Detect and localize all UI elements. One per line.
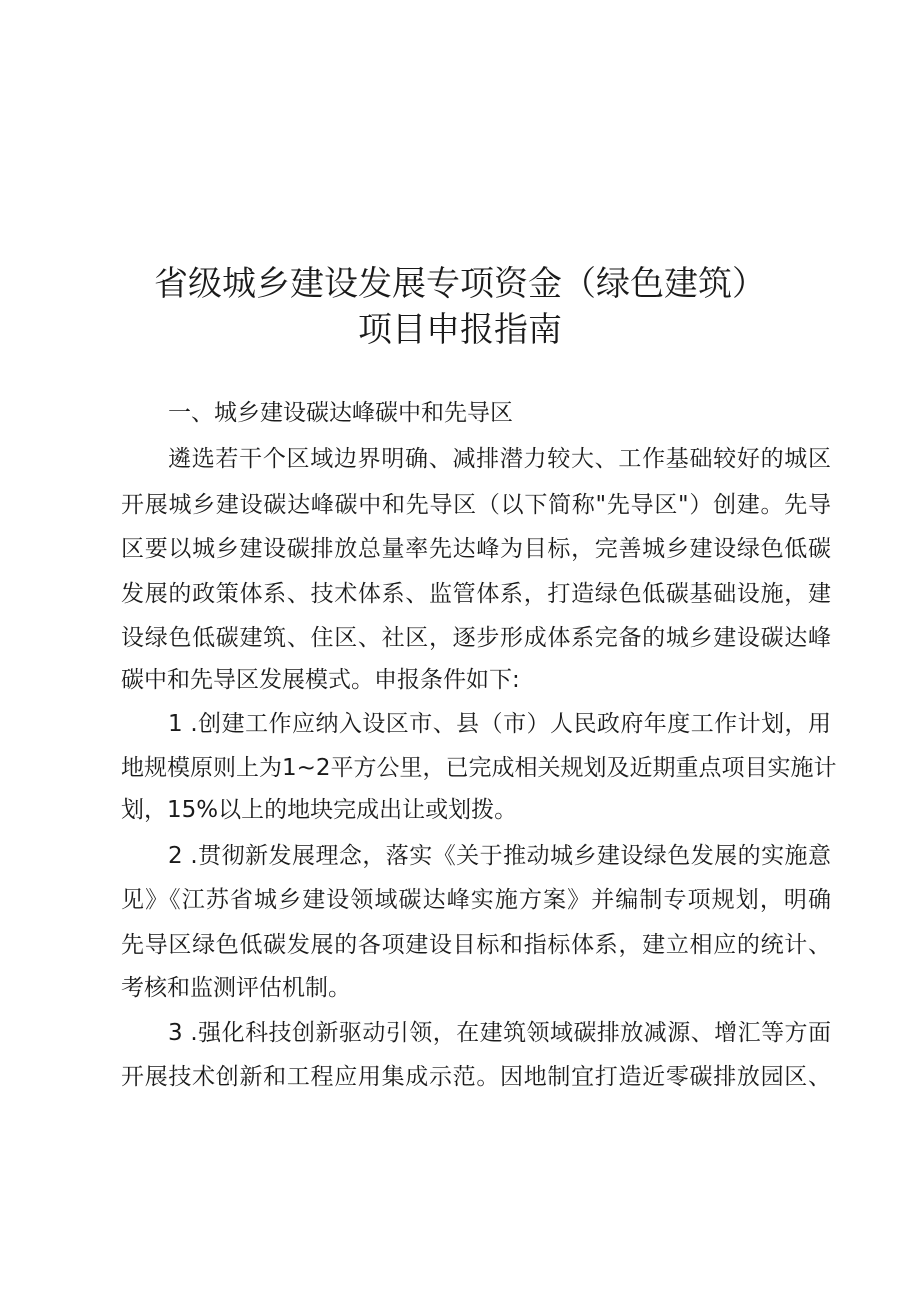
list-item-line: 划，15%以上的地块完成出让或划拨。 <box>121 797 518 823</box>
list-item-line: 开展技术创新和工程应用集成示范。因地制宜打造近零碳排放园区、 <box>121 1064 831 1090</box>
list-item-line: 3 .强化科技创新驱动引领，在建筑领域碳排放减源、增汇等方面 <box>168 1020 831 1046</box>
list-item-line: 1 .创建工作应纳入设区市、县（市）人民政府年度工作计划，用 <box>168 711 831 737</box>
list-item-line: 先导区绿色低碳发展的各项建设目标和指标体系，建立相应的统计、 <box>121 932 831 958</box>
list-item-line: 2 .贯彻新发展理念，落实《关于推动城乡建设绿色发展的实施意 <box>168 843 831 869</box>
list-item-line: 地规模原则上为1~2平方公里，已完成相关规划及近期重点项目实施计 <box>121 755 837 781</box>
document-title-line-2: 项目申报指南 <box>358 310 562 350</box>
paragraph-line: 遴选若干个区域边界明确、减排潜力较大、工作基础较好的城区 <box>168 446 831 472</box>
paragraph-line: 开展城乡建设碳达峰碳中和先导区（以下简称"先导区"）创建。先导 <box>121 492 831 518</box>
list-item-line: 见》《江苏省城乡建设领域碳达峰实施方案》并编制专项规划，明确 <box>121 887 831 913</box>
list-item-line: 考核和监测评估机制。 <box>121 975 351 1001</box>
section-heading: 一、城乡建设碳达峰碳中和先导区 <box>168 400 513 426</box>
paragraph-line: 发展的政策体系、技术体系、监管体系，打造绿色低碳基础设施，建 <box>121 581 831 607</box>
document-title-line-1: 省级城乡建设发展专项资金（绿色建筑） <box>154 264 766 304</box>
paragraph-line: 设绿色低碳建筑、住区、社区，逐步形成体系完备的城乡建设碳达峰 <box>121 625 831 651</box>
paragraph-line: 碳中和先导区发展模式。申报条件如下: <box>121 667 520 693</box>
paragraph-line: 区要以城乡建设碳排放总量率先达峰为目标，完善城乡建设绿色低碳 <box>121 536 831 562</box>
